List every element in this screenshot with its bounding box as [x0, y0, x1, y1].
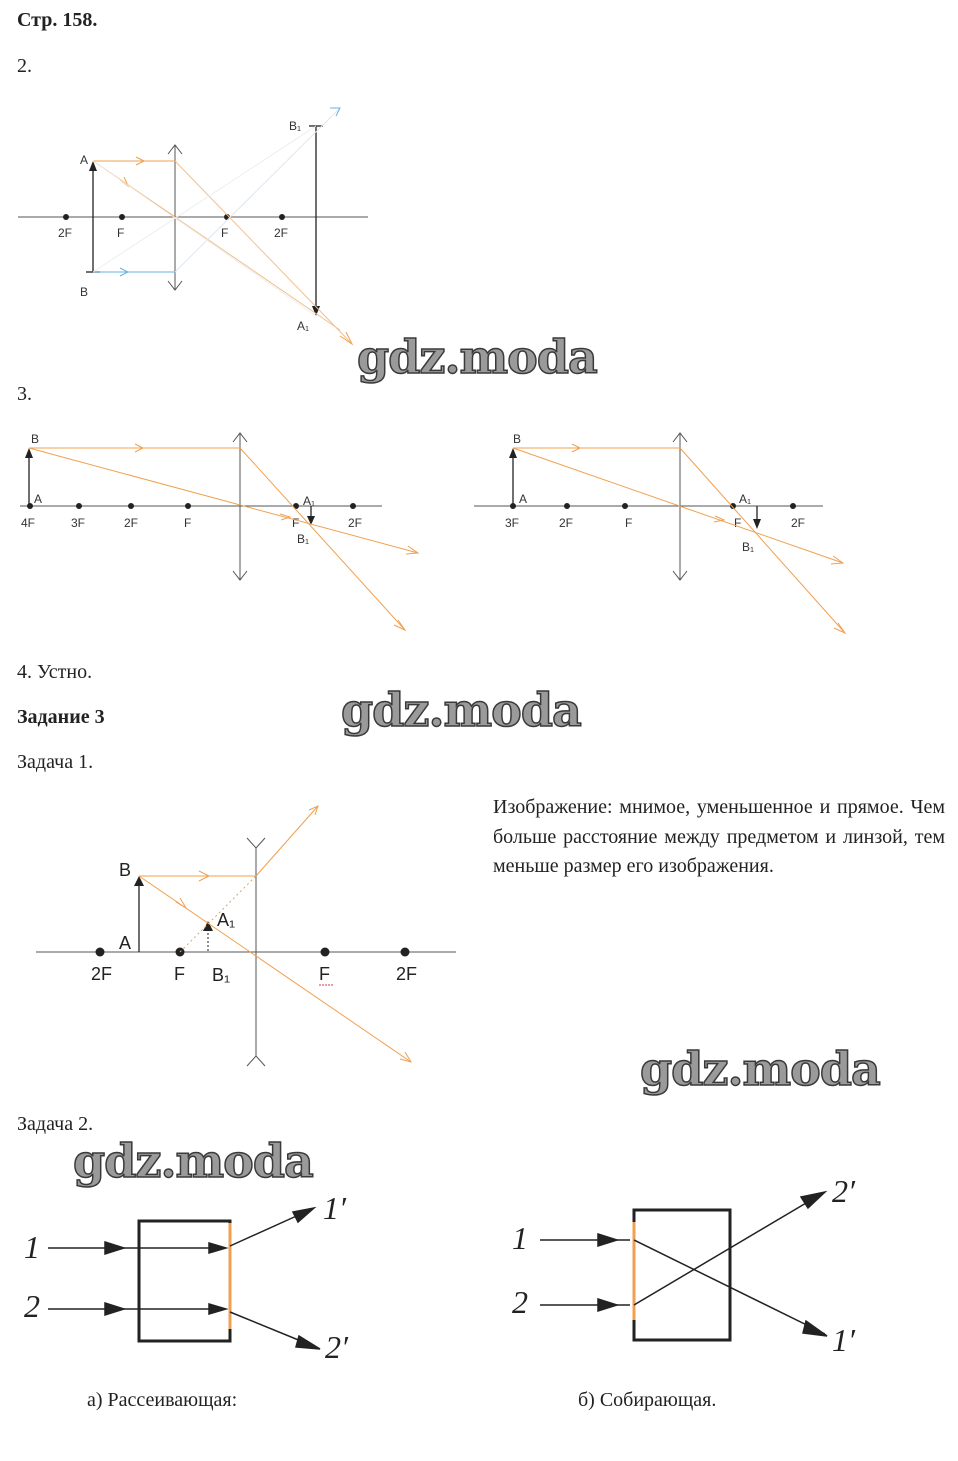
label-f-right: F [221, 226, 229, 240]
label-a1: A₁ [739, 492, 752, 506]
item-3-label: 3. [17, 383, 32, 405]
watermark: gdz.moda [640, 1042, 880, 1096]
label-b1: B₁ [289, 119, 302, 133]
label-3f: 3F [71, 516, 86, 530]
label-2f-left: 2F [91, 964, 113, 984]
black-box [634, 1210, 730, 1340]
image-a1b1 [309, 126, 323, 316]
diagram-task-2-diverging [20, 1190, 365, 1370]
label-b1: B₁ [297, 532, 310, 546]
label-a1: A₁ [297, 319, 310, 333]
object-ab [509, 448, 517, 506]
label-a1: A₁ [303, 494, 316, 508]
label-b: B [80, 285, 89, 299]
caption-converging: б) Собирающая. [578, 1389, 717, 1411]
label-2f-right: 2F [396, 964, 418, 984]
ray-label-1: 1 [24, 1229, 40, 1265]
watermark: gdz.moda [357, 330, 597, 384]
label-2f-right: 2F [791, 516, 806, 530]
ray-label-2: 2 [24, 1288, 40, 1324]
rays [29, 444, 418, 630]
ray-label-1: 1 [512, 1220, 528, 1256]
diagram-task-2-converging [505, 1170, 875, 1370]
label-f-left: F [174, 964, 185, 984]
label-2f-right: 2F [348, 516, 363, 530]
ray-label-2-out: 2′ [325, 1329, 348, 1365]
rays [48, 1208, 320, 1349]
label-a: A [34, 492, 43, 506]
page-number: Стр. 158. [17, 9, 98, 31]
ray-label-2: 2 [512, 1284, 528, 1320]
diagram-item-3-left [0, 425, 430, 635]
image-a1b1 [307, 506, 315, 525]
label-2f: 2F [559, 516, 574, 530]
diagram-item-3-right [470, 425, 860, 635]
problem-1-label: Задача 1. [17, 751, 94, 773]
rays [513, 444, 845, 633]
problem-1-answer: Изображение: мнимое, уменьшенное и прямое. Чем больше расстояние между предметом и линзой, тем меньше размер его изображения. [493, 796, 945, 877]
black-box [139, 1221, 230, 1341]
label-3f: 3F [505, 516, 520, 530]
label-4f: 4F [21, 516, 36, 530]
label-b: B [31, 432, 40, 446]
diagram-task-1 [30, 800, 460, 1075]
ray-label-1-out: 1′ [832, 1322, 855, 1358]
label-2f-left: 2F [58, 226, 73, 240]
object-ab [25, 448, 33, 506]
label-f-left: F [184, 516, 192, 530]
label-b1: B₁ [212, 965, 231, 985]
label-a: A [80, 153, 89, 167]
ray-label-1-out: 1′ [323, 1190, 346, 1226]
item-2-label: 2. [17, 55, 32, 77]
task-3-title: Задание 3 [17, 706, 105, 728]
label-f-left: F [117, 226, 125, 240]
label-b1: B₁ [742, 540, 755, 554]
label-a: A [519, 492, 528, 506]
label-2f-right: 2F [274, 226, 289, 240]
image-a1b1 [753, 506, 761, 529]
problem-2-label: Задача 2. [17, 1113, 94, 1135]
caption-diverging: а) Рассеивающая: [87, 1389, 238, 1411]
label-a: A [119, 933, 132, 953]
label-f-right: F [292, 516, 300, 530]
watermark: gdz.moda [341, 683, 581, 737]
object-ab [134, 876, 144, 952]
ray-label-2-out: 2′ [832, 1173, 855, 1209]
label-2f: 2F [124, 516, 139, 530]
rays [139, 806, 411, 1062]
label-f-right: F [734, 516, 742, 530]
label-a1: A₁ [217, 910, 236, 930]
item-4-label: 4. Устно. [17, 661, 93, 683]
watermark: gdz.moda [73, 1134, 313, 1188]
label-f-right: F [319, 964, 330, 984]
label-b: B [513, 432, 522, 446]
diagram-item-2 [0, 95, 380, 345]
label-f-left: F [625, 516, 633, 530]
rays [540, 1192, 827, 1336]
label-b: B [119, 860, 132, 880]
